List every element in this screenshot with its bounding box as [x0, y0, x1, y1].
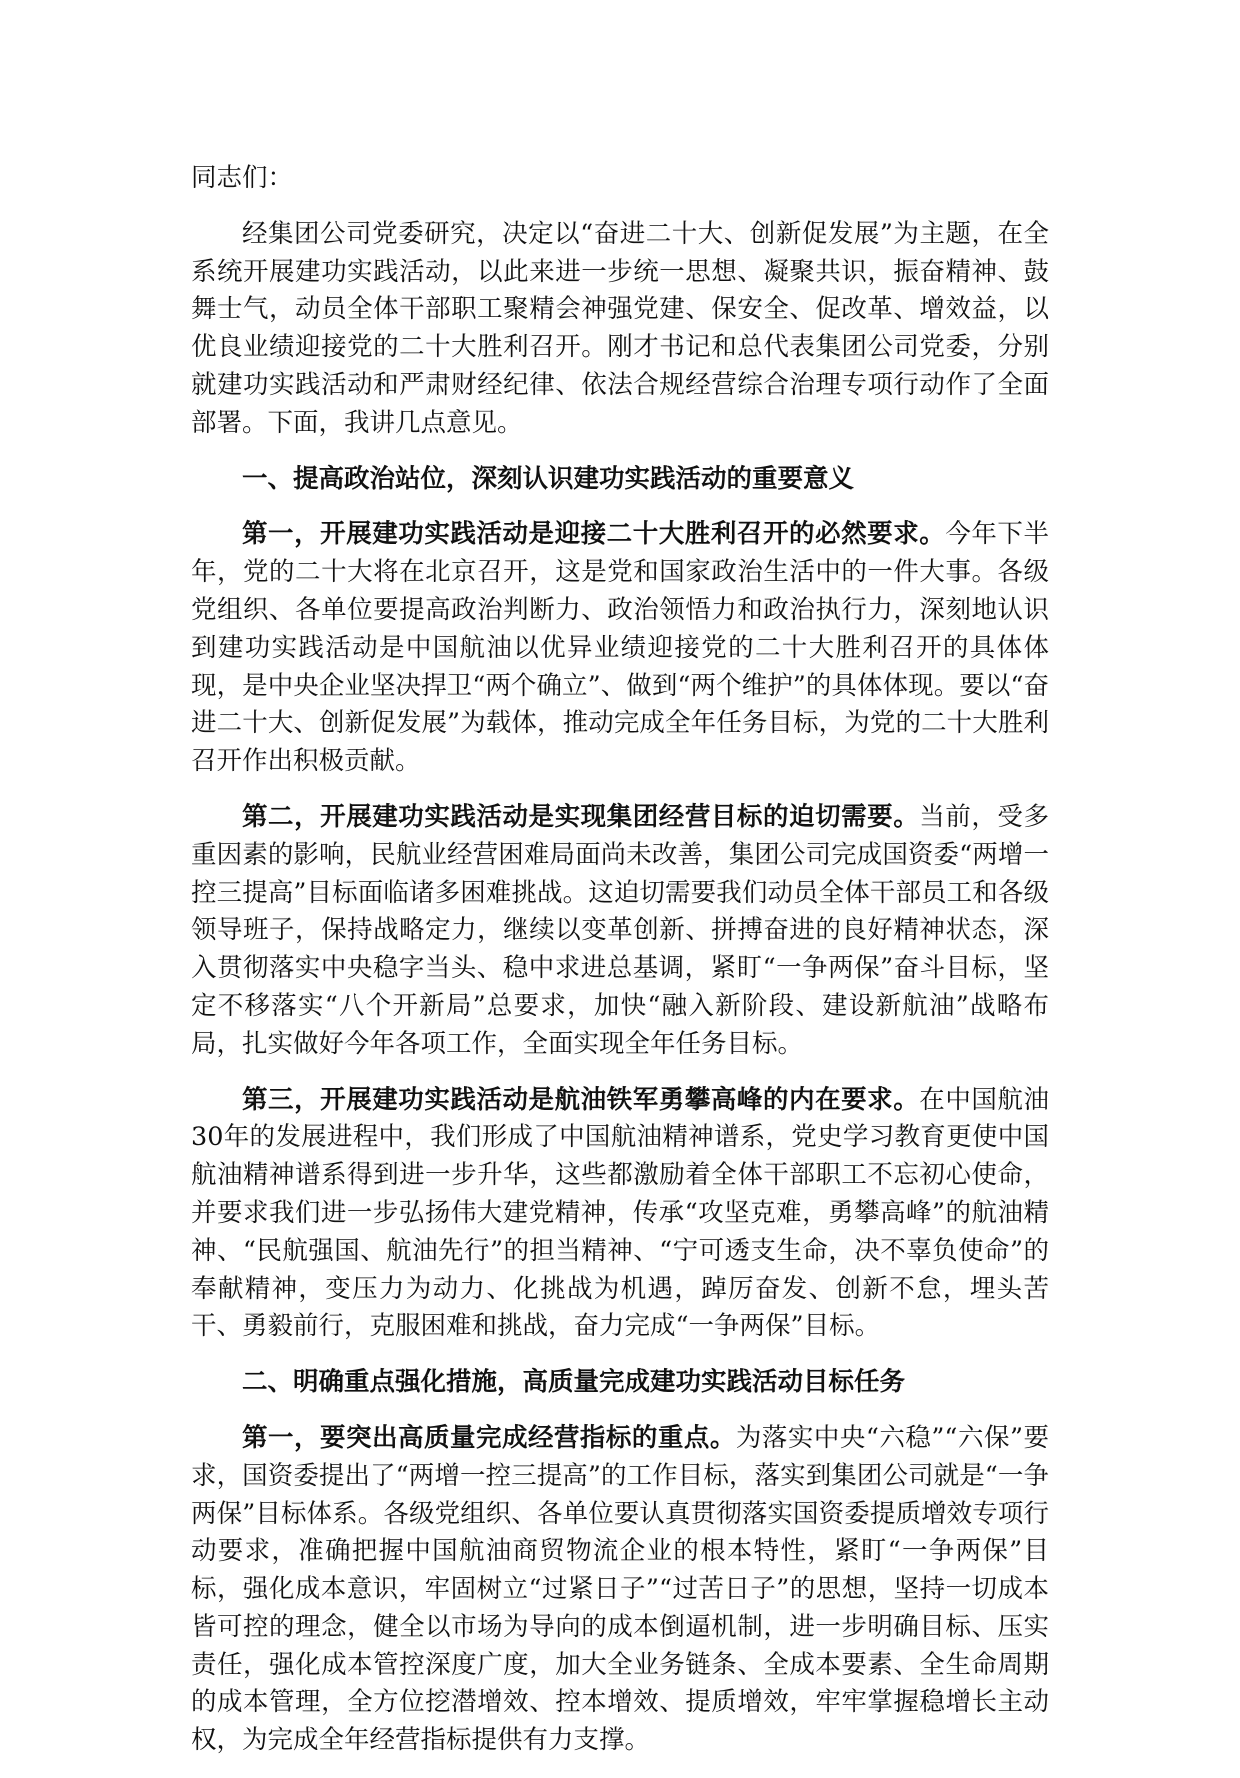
- paragraph-lead: 第一，开展建功实践活动是迎接二十大胜利召开的必然要求。: [242, 519, 946, 550]
- paragraph-text: 当前，受多重因素的影响，民航业经营困难局面尚未改善，集团公司完成国资委“两增一控三提高”目标面临诸多困难挑战。这迫切需要我们动员全体干部员工和各级领导班子，保持战略定力，继续以变革创新、拼搏奋进的良好精神状态，深入贯彻落实中央稳字当头、稳中求进总基调，紧盯“一争两保”奋斗目标，坚定不移落实“八个开新局”总要求，加快“融入新阶段、建设新航油”战略布局，扎实做好今年各项工作，全面实现全年任务目标。: [191, 801, 1049, 1059]
- intro-paragraph: 经集团公司党委研究，决定以“奋进二十大、创新促发展”为主题，在全系统开展建功实践活动，以此来进一步统一思想、凝聚共识，振奋精神、鼓舞士气，动员全体干部职工聚精会神强党建、保安全、促改革、增效益，以优良业绩迎接党的二十大胜利召开。刚才书记和总代表集团公司党委，分别就建功实践活动和严肃财经纪律、依法合规经营综合治理专项行动作了全面部署。下面，我讲几点意见。: [191, 218, 1049, 438]
- section-1-paragraph-1: [191, 516, 1049, 781]
- paragraph-lead: 第一，要突出高质量完成经营指标的重点。: [242, 1422, 736, 1453]
- paragraph-text: 在中国航油30年的发展进程中，我们形成了中国航油精神谱系，党史学习教育更使中国航油精神谱系得到进一步升华，这些都激励着全体干部职工不忘初心使命，并要求我们进一步弘扬伟大建党精神，传承“攻坚克难，勇攀高峰”的航油精神、“民航强国、航油先行”的担当精神、“宁可透支生命，决不辜负使命”的奉献精神，变压力为动力、化挑战为机遇，踔厉奋发、创新不怠，埋头苦干、勇毅前行，克服困难和挑战，奋力完成“一争两保”目标。: [191, 1084, 1049, 1342]
- paragraph-text: 今年下半年，党的二十大将在北京召开，这是党和国家政治生活中的一件大事。各级党组织、各单位要提高政治判断力、政治领悟力和政治执行力，深刻地认识到建功实践活动是中国航油以优异业绩迎接党的二十大胜利召开的具体体现，是中央企业坚决捍卫“两个确立”、做到“两个维护”的具体体现。要以“奋进二十大、创新促发展”为载体，推动完成全年任务目标，为党的二十大胜利召开作出积极贡献。: [191, 519, 1049, 777]
- document-body: [191, 160, 1049, 1778]
- section-2-heading: 二、明确重点强化措施，高质量完成建功实践活动目标任务: [242, 1367, 906, 1398]
- salutation: 同志们：: [191, 163, 294, 193]
- paragraph-lead: 第三，开展建功实践活动是航油铁军勇攀高峰的内在要求。: [242, 1084, 920, 1115]
- paragraph-text: 为落实中央“六稳”“六保”要求，国资委提出了“两增一控三提高”的工作目标，落实到集团公司就是“一争两保”目标体系。各级党组织、各单位要认真贯彻落实国资委提质增效专项行动要求，准确把握中国航油商贸物流企业的根本特性，紧盯“一争两保”目标，强化成本意识，牢固树立“过紧日子”“过苦日子”的思想，坚持一切成本皆可控的理念，健全以市场为导向的成本倒逼机制，进一步明确目标、压实责任，强化成本管控深度广度，加大全业务链条、全成本要素、全生命周期的成本管理，全方位挖潜增效、控本增效、提质增效，牢牢掌握稳增长主动权，为完成全年经营指标提供有力支撑。: [191, 1422, 1049, 1756]
- section-1-heading: 一、提高政治站位，深刻认识建功实践活动的重要意义: [242, 463, 855, 494]
- section-1-paragraph-3: [191, 1082, 1049, 1347]
- paragraph-lead: 第二，开展建功实践活动是实现集团经营目标的迫切需要。: [242, 801, 920, 832]
- section-2-paragraph-1: [191, 1420, 1049, 1760]
- section-1-paragraph-2: [191, 799, 1049, 1064]
